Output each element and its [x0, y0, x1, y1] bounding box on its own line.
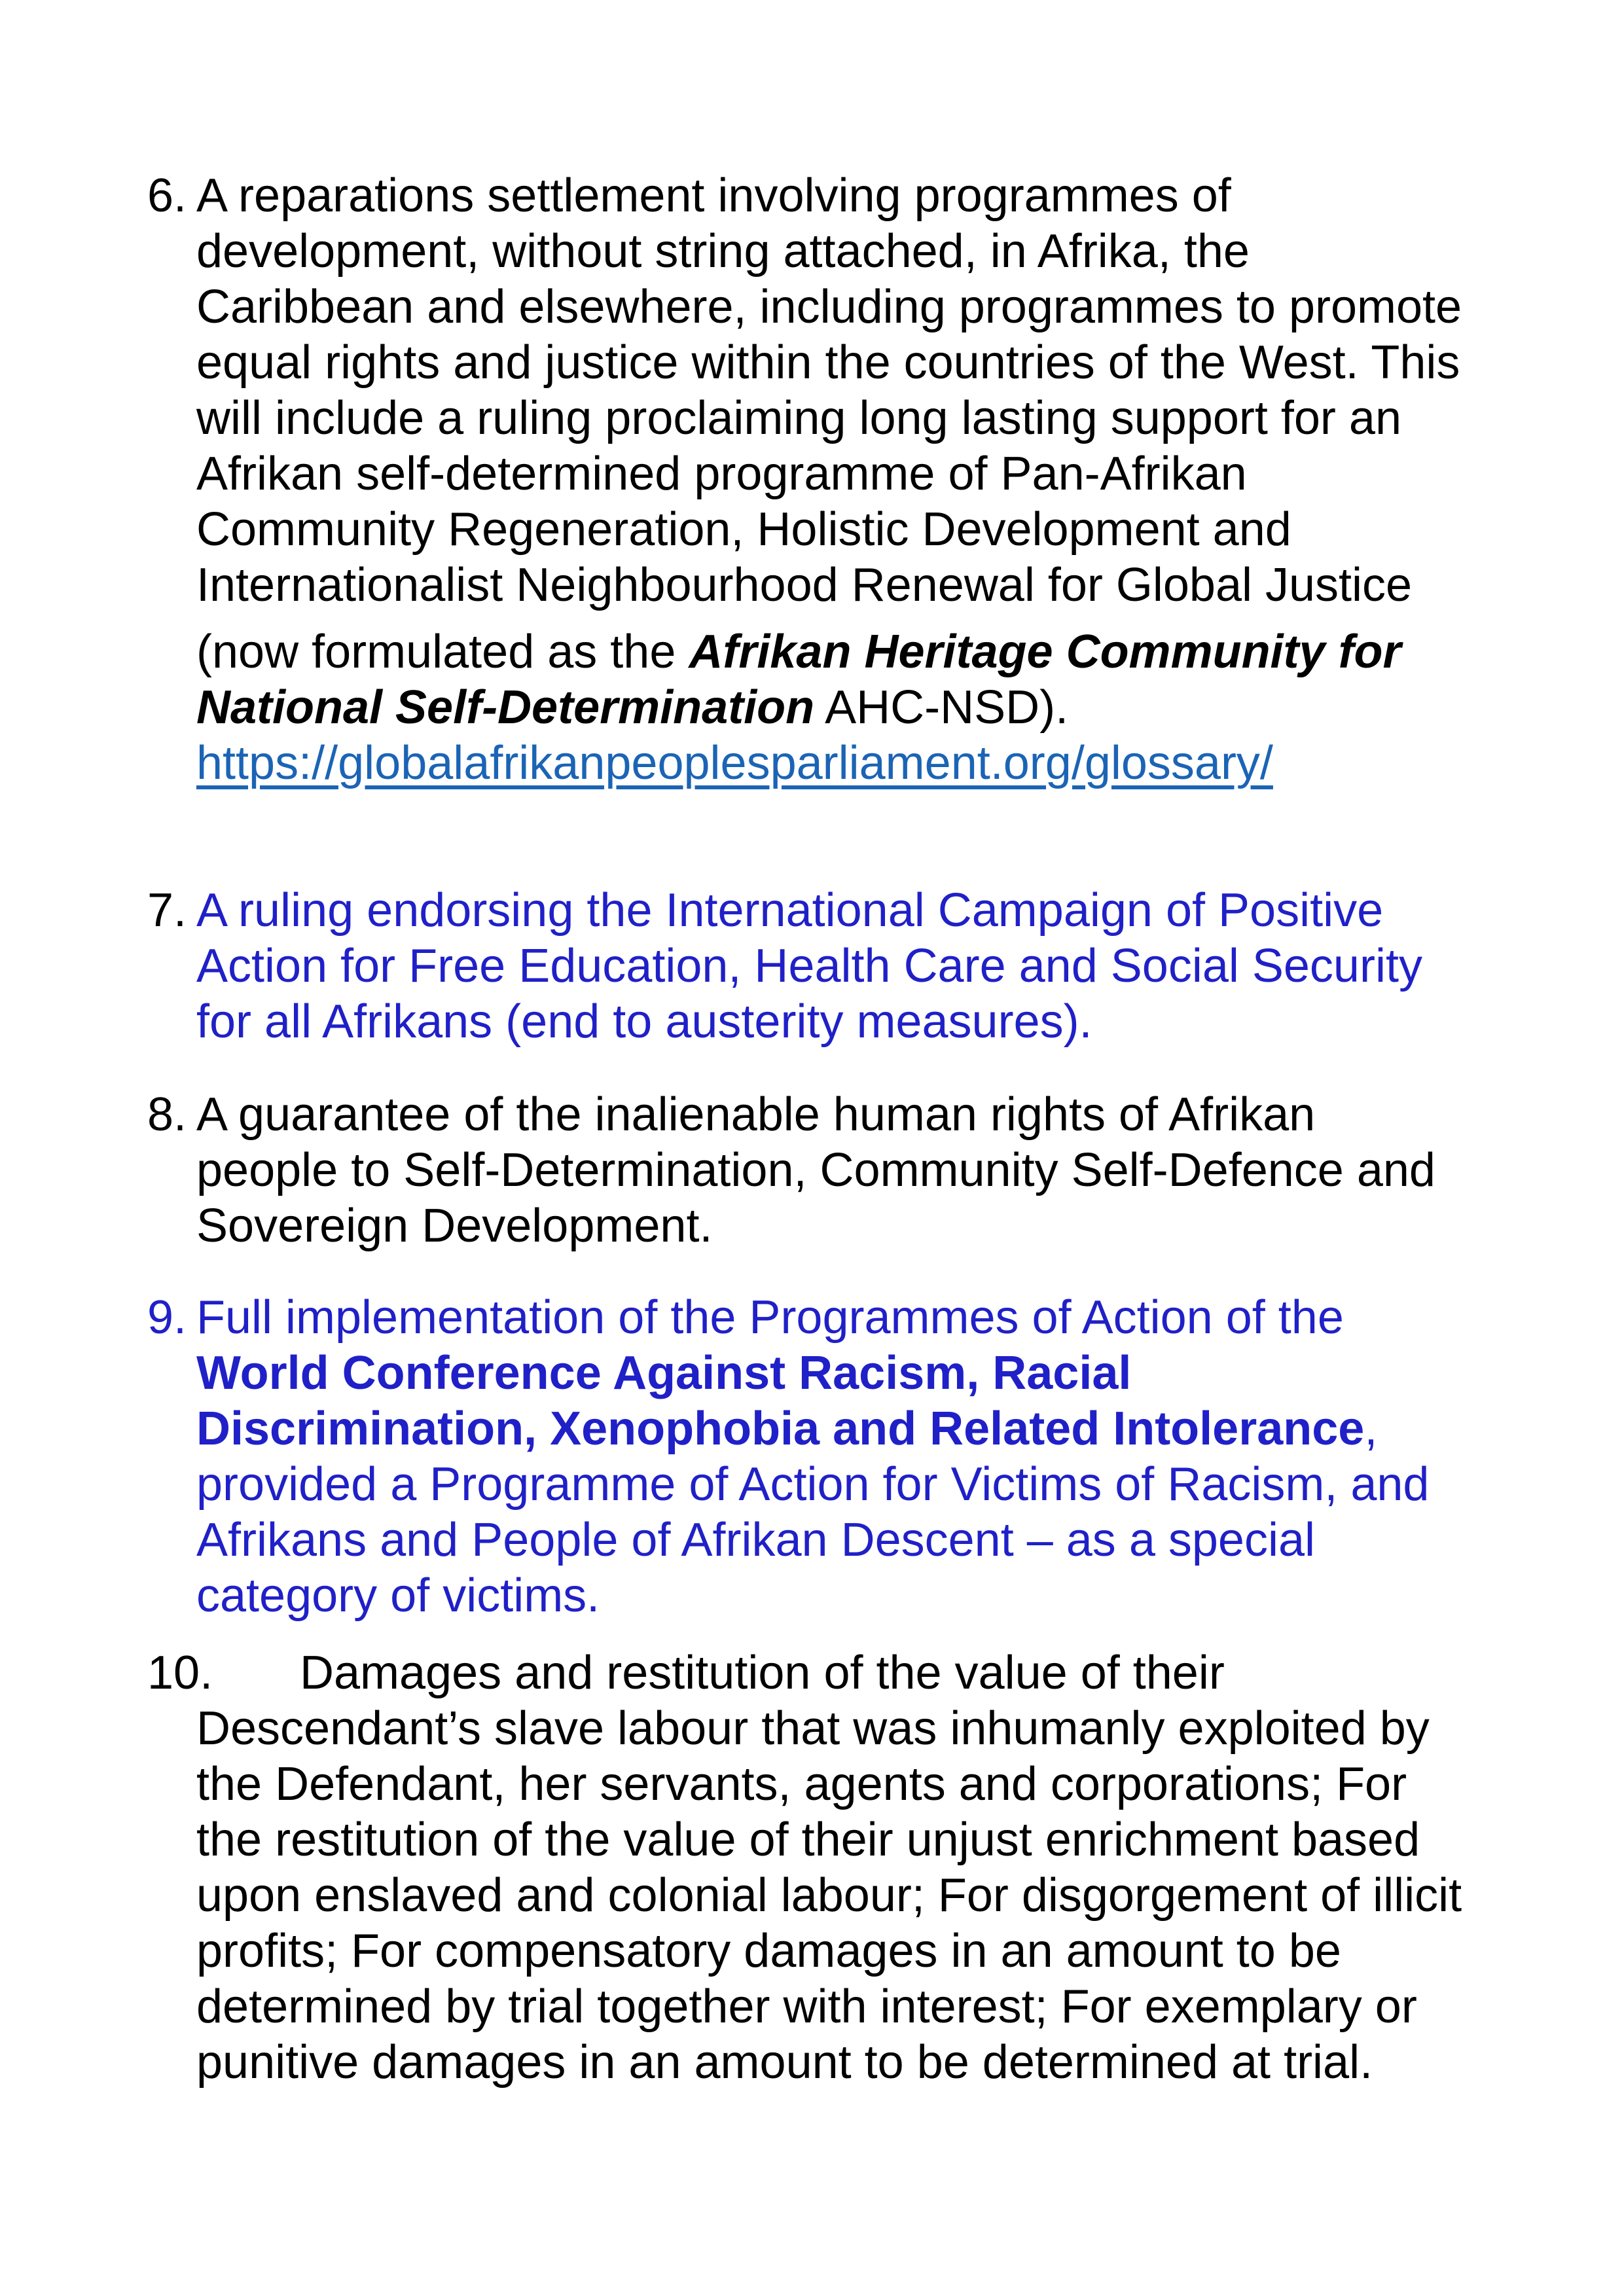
item-number: 6.	[147, 170, 187, 222]
text-line	[196, 1868, 1614, 1924]
text-line	[196, 1401, 1614, 1457]
text-line	[196, 502, 1614, 558]
glossary-link[interactable]: https://globalafrikanpeoplesparliament.org/glossary/	[196, 737, 1273, 789]
text-run: World Conference Against Racism, Racial	[196, 1347, 1132, 1399]
text-run: Afrikans and People of Afrikan Descent – as a special	[196, 1514, 1315, 1566]
text-run: Damages and restitution of the value of their	[300, 1647, 1225, 1699]
text-line	[196, 1924, 1614, 1979]
text-line	[196, 224, 1614, 279]
text-run: the Defendant, her servants, agents and corporations; For	[196, 1758, 1407, 1810]
text-run: provided a Programme of Action for Victims of Racism, and	[196, 1458, 1430, 1511]
text-run: AHC-NSD).	[814, 681, 1069, 734]
list-item-item-10	[147, 1645, 1614, 2090]
text-run: upon enslaved and colonial labour; For disgorgement of illicit	[196, 1869, 1462, 1922]
text-line	[196, 1290, 1614, 1346]
text-line	[196, 558, 1614, 613]
item-number: 10.	[147, 1647, 213, 1699]
text-run: punitive damages in an amount to be determined at trial.	[196, 2036, 1373, 2089]
text-line	[196, 446, 1614, 502]
text-run: for all Afrikans (end to austerity measures).	[196, 996, 1092, 1048]
text-line	[196, 624, 1614, 680]
text-line	[196, 168, 1614, 224]
text-run: (now formulated as the	[196, 626, 689, 678]
text-line	[196, 1757, 1614, 1812]
text-run: Afrikan Heritage Community for	[689, 626, 1401, 678]
list-item-item-8	[147, 1087, 1614, 1254]
text-run: category of victims.	[196, 1570, 600, 1622]
text-line	[196, 939, 1614, 994]
text-run: Afrikan self-determined programme of Pan-Afrikan	[196, 448, 1247, 500]
text-line	[196, 1812, 1614, 1868]
text-run: A guarantee of the inalienable human rights of Afrikan	[196, 1088, 1316, 1141]
text-line	[196, 279, 1614, 335]
text-line	[196, 994, 1614, 1050]
text-run: will include a ruling proclaiming long lasting support for an	[196, 392, 1401, 444]
text-line	[196, 1087, 1614, 1143]
text-run: determined by trial together with interest; For exemplary or	[196, 1981, 1417, 2033]
text-run: Discrimination, Xenophobia and Related Intolerance	[196, 1403, 1365, 1455]
item-number: 8.	[147, 1088, 187, 1141]
list-item-item-9	[147, 1290, 1614, 1624]
text-line	[196, 1568, 1614, 1624]
item-number: 7.	[147, 884, 187, 937]
text-line	[196, 1645, 1614, 1701]
item-number: 9.	[147, 1291, 187, 1344]
text-run: the restitution of the value of their unjust enrichment based	[196, 1814, 1420, 1866]
text-line	[196, 736, 1614, 791]
text-run: Internationalist Neighbourhood Renewal for Global Justice	[196, 559, 1413, 611]
text-line	[196, 335, 1614, 391]
text-run: profits; For compensatory damages in an amount to be	[196, 1925, 1341, 1977]
text-run: people to Self-Determination, Community Self-Defence and	[196, 1144, 1435, 1196]
text-run: Caribbean and elsewhere, including programmes to promote	[196, 281, 1462, 333]
text-line	[196, 1457, 1614, 1513]
text-line	[196, 883, 1614, 939]
text-run: Full implementation of the Programmes of Action of the	[196, 1291, 1344, 1344]
text-line	[196, 1346, 1614, 1401]
text-line	[196, 1701, 1614, 1757]
text-run: Action for Free Education, Health Care and Social Security	[196, 940, 1422, 992]
text-run: A ruling endorsing the International Campaign of Positive	[196, 884, 1384, 937]
text-run: Community Regeneration, Holistic Development and	[196, 503, 1291, 556]
list-item-item-6	[147, 168, 1614, 613]
numbered-list	[147, 0, 1614, 2090]
text-run: equal rights and justice within the countries of the West. This	[196, 336, 1460, 389]
text-run: development, without string attached, in Afrika, the	[196, 225, 1250, 278]
text-line	[196, 680, 1614, 736]
text-line	[196, 1979, 1614, 2035]
text-line	[196, 1198, 1614, 1254]
text-line	[196, 2035, 1614, 2090]
text-line	[196, 391, 1614, 446]
text-line	[196, 1143, 1614, 1198]
list-item-item-7	[147, 883, 1614, 1050]
text-run: National Self-Determination	[196, 681, 815, 734]
text-run: A reparations settlement involving programmes of	[196, 170, 1231, 222]
text-run: ,	[1364, 1403, 1378, 1455]
ahc-nsd-paragraph	[147, 624, 1614, 791]
text-line	[196, 1513, 1614, 1568]
text-run: Descendant’s slave labour that was inhumanly exploited by	[196, 1702, 1430, 1755]
text-run: Sovereign Development.	[196, 1200, 713, 1252]
